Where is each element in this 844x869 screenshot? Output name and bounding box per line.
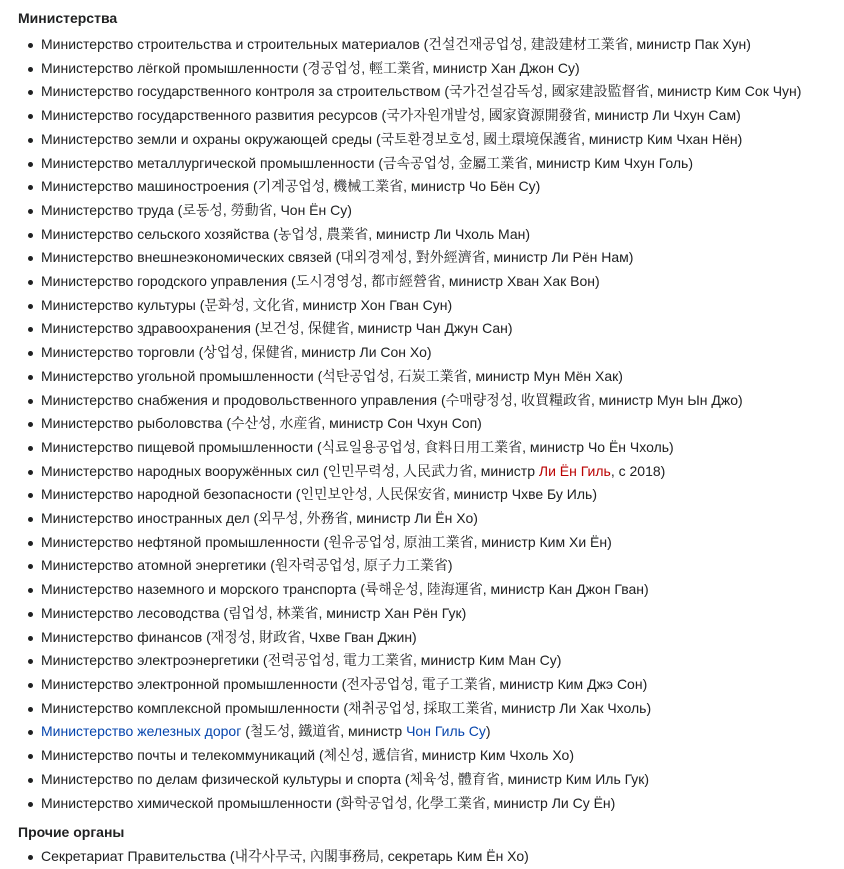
ministry-details: (외무성, 外務省, министр Ли Ён Хо) [249,510,478,527]
ministry-details: (륙해운성, 陸海運省, министр Кан Джон Гван) [356,581,649,598]
ministry-name: Министерство торговли [41,344,195,361]
ministry-name: Министерство угольной промышленности [41,367,314,384]
list-item [18,152,844,176]
ministry-details: (체신성, 遞信省, министр Ким Чхоль Хо) [315,747,574,764]
list-item [18,341,844,365]
ministry-name: Министерство электроэнергетики [41,652,260,669]
ministry-details-end: ) [485,723,491,740]
section-heading-ministries: Министерства [18,10,118,26]
list-item [18,531,844,555]
ministry-name: Министерство нефтяной промышленности [41,533,320,550]
list-item [18,389,844,413]
list-item [18,223,844,247]
ministry-details: (채취공업성, 採取工業省, министр Ли Хак Чхоль) [339,699,652,716]
ministry-details: (철도성, 鐵道省, министр [241,723,407,740]
ministry-name: Министерство государственного развития ресурсов [41,107,378,124]
list-item [18,792,844,816]
list-item [18,104,844,128]
list-item [18,33,844,57]
ministry-details: (식료일용공업성, 食料日用工業省, министр Чо Ён Чхоль) [313,438,674,455]
list-item [18,649,844,673]
ministry-details: (전력공업성, 電力工業省, министр Ким Ман Су) [259,652,562,669]
ministry-name: Министерство атомной энергетики [41,557,267,574]
list-item [18,246,844,270]
ministry-details: (상업성, 保健省, министр Ли Сон Хо) [194,344,432,361]
ministry-name: Министерство иностранных дел [41,510,250,527]
list-item [18,436,844,460]
ministry-link[interactable]: Министерство железных дорог [41,723,242,740]
list-item [18,412,844,436]
ministry-details: (농업성, 農業省, министр Ли Чхоль Ман) [269,225,530,242]
list-item [18,483,844,507]
ministry-details: (원유공업성, 原油工業省, министр Ким Хи Ён) [319,533,612,550]
section-heading-other-bodies: Прочие органы [18,824,125,841]
list-item [18,128,844,152]
ministry-details: (도시경영성, 都市經營省, министр Хван Хак Вон) [287,273,600,290]
ministry-name: Министерство лесоводства [41,604,220,621]
ministries-list [18,33,844,815]
other-bodies-list [18,845,844,869]
ministry-name: Министерство снабжения и продовольственного управления [41,391,438,408]
ministry-details: (내각사무국, 內閣事務局, секретарь Ким Ён Хо) [225,848,529,865]
list-item [18,744,844,768]
ministry-name: Министерство культуры [41,296,196,313]
list-item [18,578,844,602]
ministry-details: (금속공업성, 金屬工業省, министр Ким Чхун Голь) [374,154,693,171]
ministry-details: (기계공업성, 機械工業省, министр Чо Бён Су) [249,178,541,195]
ministry-name: Министерство государственного контроля за строительством [41,83,441,100]
list-item [18,554,844,578]
list-item [18,720,844,744]
list-item [18,626,844,650]
ministry-name: Министерство народных вооружённых сил [41,462,320,479]
ministry-name: Министерство строительства и строительных материалов [41,36,420,52]
ministry-details: (국가자원개발성, 國家資源開發省, министр Ли Чхун Сам) [377,107,741,124]
ministry-details: (인민보안성, 人民保安省, министр Чхве Бу Иль) [291,486,597,503]
list-item [18,199,844,223]
ministry-details: (재정성, 財政省, Чхве Гван Джин) [202,628,417,645]
ministry-name: Министерство машиностроения [41,178,250,195]
ministry-name: Министерство комплексной промышленности [41,699,340,716]
ministry-details: (림업성, 林業省, министр Хан Рён Гук) [219,604,467,621]
ministry-details: (국가건설감독성, 國家建設監督省, министр Ким Сок Чун) [440,83,802,100]
ministry-name: Министерство труда [41,201,174,218]
ministry-details: (대외경제성, 對外經濟省, министр Ли Рён Нам) [331,249,634,266]
list-item [18,697,844,721]
ministry-name: Министерство наземного и морского транспорта [41,581,357,598]
ministry-name: Министерство металлургической промышленности [41,154,375,171]
ministry-details: (보건성, 保健省, министр Чан Джун Сан) [251,320,513,337]
ministry-name: Министерство народной безопасности [41,486,292,503]
list-item [18,845,844,869]
list-item [18,175,844,199]
ministry-details-end: , с 2018) [610,462,666,479]
ministry-details: (원자력공업성, 原子力工業省) [266,557,453,574]
ministry-name: Министерство электронной промышленности [41,675,338,692]
ministry-details: (수산성, 水産省, министр Сон Чхун Соп) [222,415,482,432]
ministry-name: Министерство пищевой промышленности [41,438,314,455]
ministry-name: Министерство почты и телекоммуникаций [41,747,316,764]
ministry-details: (석탄공업성, 石炭工業省, министр Мун Мён Хак) [313,367,623,384]
ministry-name: Министерство по делам физической культуры и спорта [41,770,401,787]
ministry-name: Министерство химической промышленности [41,794,332,811]
list-item [18,602,844,626]
ministry-name: Министерство финансов [41,628,203,645]
ministry-name: Секретариат Правительства [41,848,226,865]
ministry-details: (수매량정성, 收買糧政省, министр Мун Ын Джо) [437,391,743,408]
ministry-details: (체육성, 體育省, министр Ким Иль Гук) [400,770,650,787]
ministry-details: (국토환경보호성, 國土環境保護省, министр Ким Чхан Нён) [372,130,743,147]
list-item [18,270,844,294]
list-item [18,507,844,531]
list-item [18,317,844,341]
list-item [18,768,844,792]
ministry-details: (문화성, 文化省, министр Хон Гван Сун) [195,296,453,313]
list-item [18,80,844,104]
ministry-details: (인민무력성, 人民武力省, министр [319,462,539,479]
ministry-details: (화학공업성, 化學工業省, министр Ли Су Ён) [331,794,616,811]
minister-link[interactable]: Чон Гиль Су [406,723,486,740]
ministry-name: Министерство лёгкой промышленности [41,59,299,76]
list-item [18,57,844,81]
ministry-name: Министерство городского управления [41,273,288,290]
ministry-name: Министерство рыболовства [41,415,223,432]
ministry-name: Министерство внешнеэкономических связей [41,249,332,266]
ministry-name: Министерство здравоохранения [41,320,251,337]
list-item [18,365,844,389]
ministry-name: Министерство земли и охраны окружающей среды [41,130,373,147]
list-item [18,294,844,318]
ministry-details: (전자공업성, 電子工業省, министр Ким Джэ Сон) [337,675,648,692]
ministry-details: (로동성, 勞動省, Чон Ён Су) [173,201,352,218]
ministry-details: (경공업성, 輕工業省, министр Хан Джон Су) [298,59,580,76]
minister-link[interactable]: Ли Ён Гиль [538,462,611,479]
list-item [18,460,844,484]
ministry-name: Министерство сельского хозяйства [41,225,270,242]
ministry-details: (건설건재공업성, 建設建材工業省, министр Пак Хун) [419,36,751,52]
list-item [18,673,844,697]
